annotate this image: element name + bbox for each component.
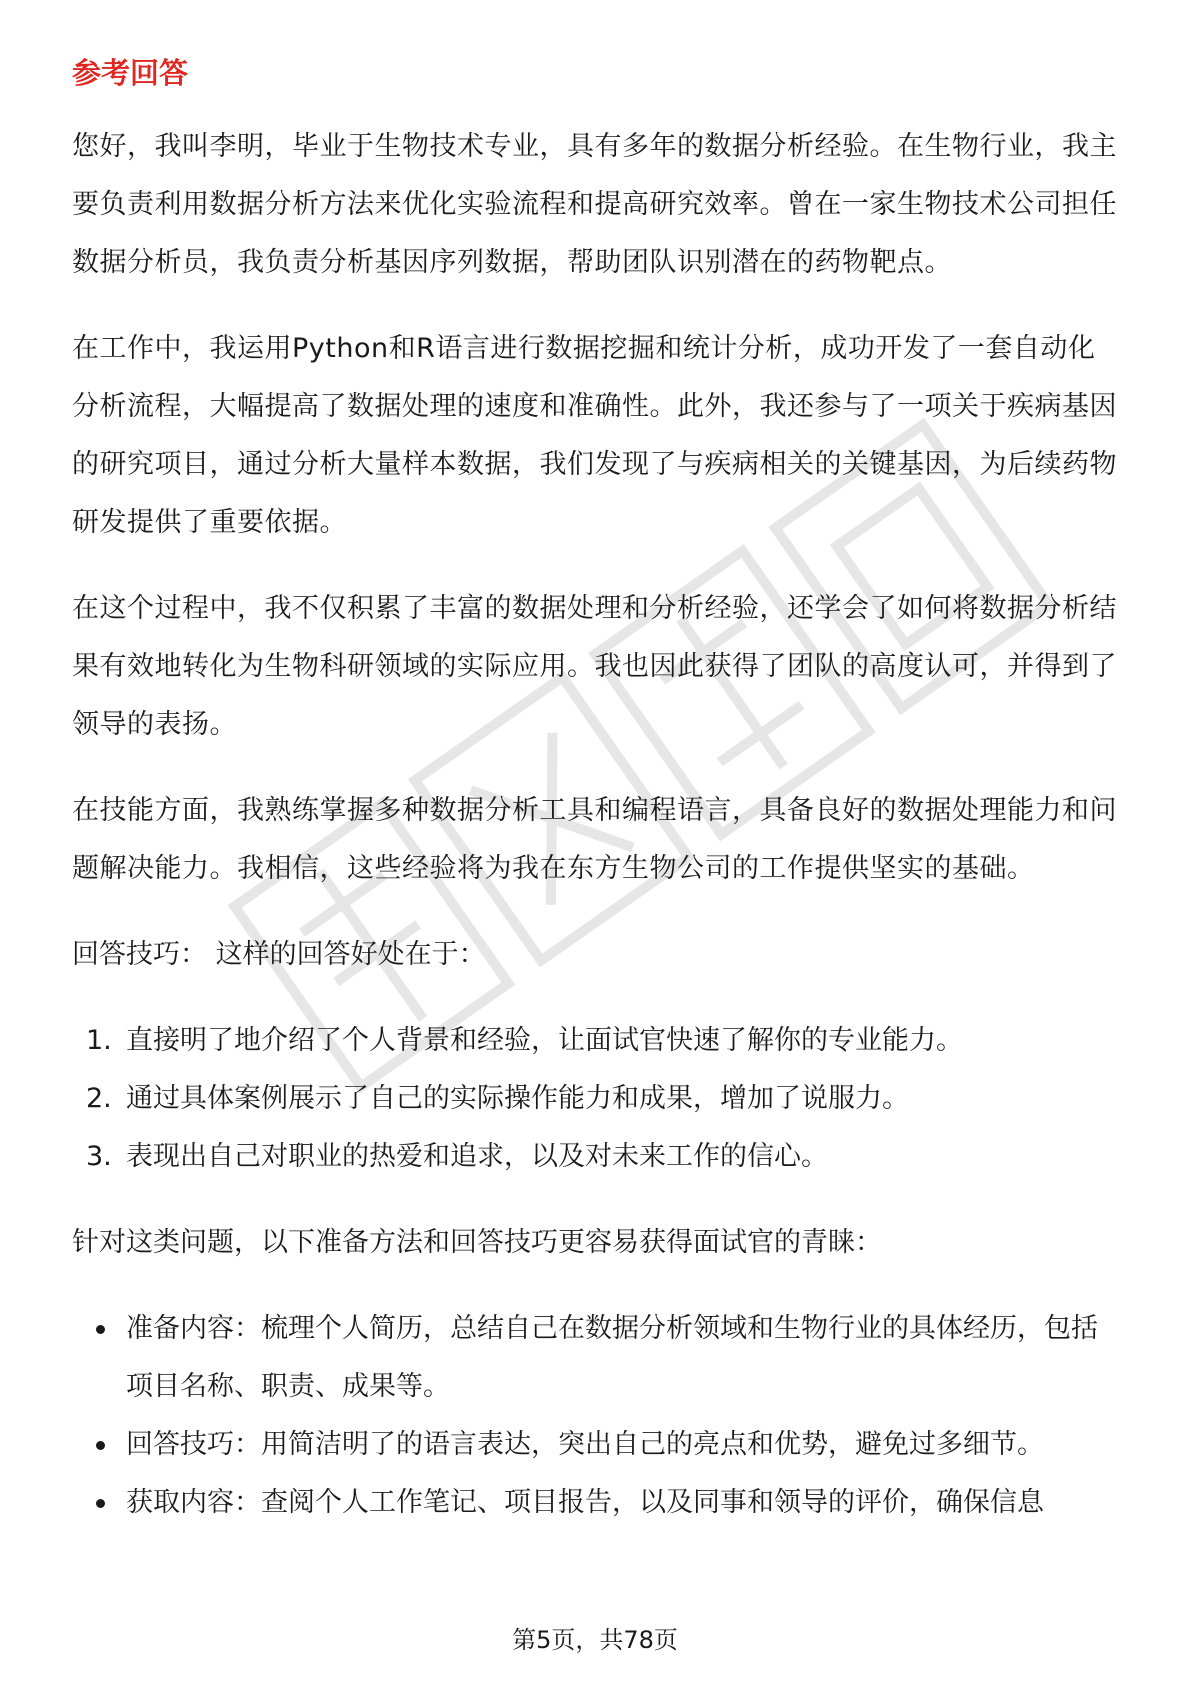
- list-item-text: 回答技巧：用简洁明了的语言表达，突出自己的亮点和优势，避免过多细节。: [126, 1429, 1044, 1460]
- section-heading: 参考回答: [72, 56, 189, 90]
- list-number: 3.: [86, 1141, 112, 1172]
- answer-paragraph-1: 您好，我叫李明，毕业于生物技术专业，具有多年的数据分析经验。在生物行业，我主要负责利用数据分析方法来优化实验流程和提高研究效率。曾在一家生物技术公司担任数据分析员，我负责分析基因序列数据，帮助团队识别潜在的药物靶点。: [72, 131, 1117, 278]
- document-page: [72, 48, 1122, 1532]
- list-item-text: 表现出自己对职业的热爱和追求，以及对未来工作的信心。: [126, 1141, 828, 1172]
- list-item-text: 通过具体案例展示了自己的实际操作能力和成果，增加了说服力。: [126, 1083, 909, 1114]
- list-item: [72, 1070, 1122, 1128]
- list-item-text: 获取内容：查阅个人工作笔记、项目报告，以及同事和领导的评价，确保信息: [126, 1487, 1044, 1518]
- answer-paragraph-3: 在这个过程中，我不仅积累了丰富的数据处理和分析经验，还学会了如何将数据分析结果有效地转化为生物科研领域的实际应用。我也因此获得了团队的高度认可，并得到了领导的表扬。: [72, 593, 1117, 740]
- list-item: [72, 1474, 1122, 1532]
- tips-intro: 回答技巧： 这样的回答好处在于：: [72, 939, 486, 970]
- list-item-text: 直接明了地介绍了个人背景和经验，让面试官快速了解你的专业能力。: [126, 1025, 963, 1056]
- list-number: 2.: [86, 1083, 112, 1114]
- answer-paragraph-2: 在工作中，我运用Python和R语言进行数据挖掘和统计分析，成功开发了一套自动化分析流程，大幅提高了数据处理的速度和准确性。此外，我还参与了一项关于疾病基因的研究项目，通过分析大量样本数据，我们发现了与疾病相关的关键基因，为后续药物研发提供了重要依据。: [72, 333, 1117, 538]
- methods-list: [72, 1300, 1122, 1532]
- page-number-footer: 第5页，共78页: [512, 1626, 678, 1654]
- tips-list: [72, 1012, 1122, 1186]
- methods-intro: 针对这类问题，以下准备方法和回答技巧更容易获得面试官的青睐：: [72, 1227, 882, 1258]
- list-item: [72, 1300, 1122, 1416]
- list-item: [72, 1012, 1122, 1070]
- answer-paragraph-4: 在技能方面，我熟练掌握多种数据分析工具和编程语言，具备良好的数据处理能力和问题解决能力。我相信，这些经验将为我在东方生物公司的工作提供坚实的基础。: [72, 795, 1117, 884]
- bullet-icon: [96, 1441, 105, 1450]
- list-item: [72, 1128, 1122, 1186]
- list-item: [72, 1416, 1122, 1474]
- bullet-icon: [96, 1325, 105, 1334]
- list-item-text: 准备内容：梳理个人简历，总结自己在数据分析领域和生物行业的具体经历，包括项目名称、职责、成果等。: [126, 1313, 1098, 1402]
- list-number: 1.: [86, 1025, 112, 1056]
- bullet-icon: [96, 1499, 105, 1508]
